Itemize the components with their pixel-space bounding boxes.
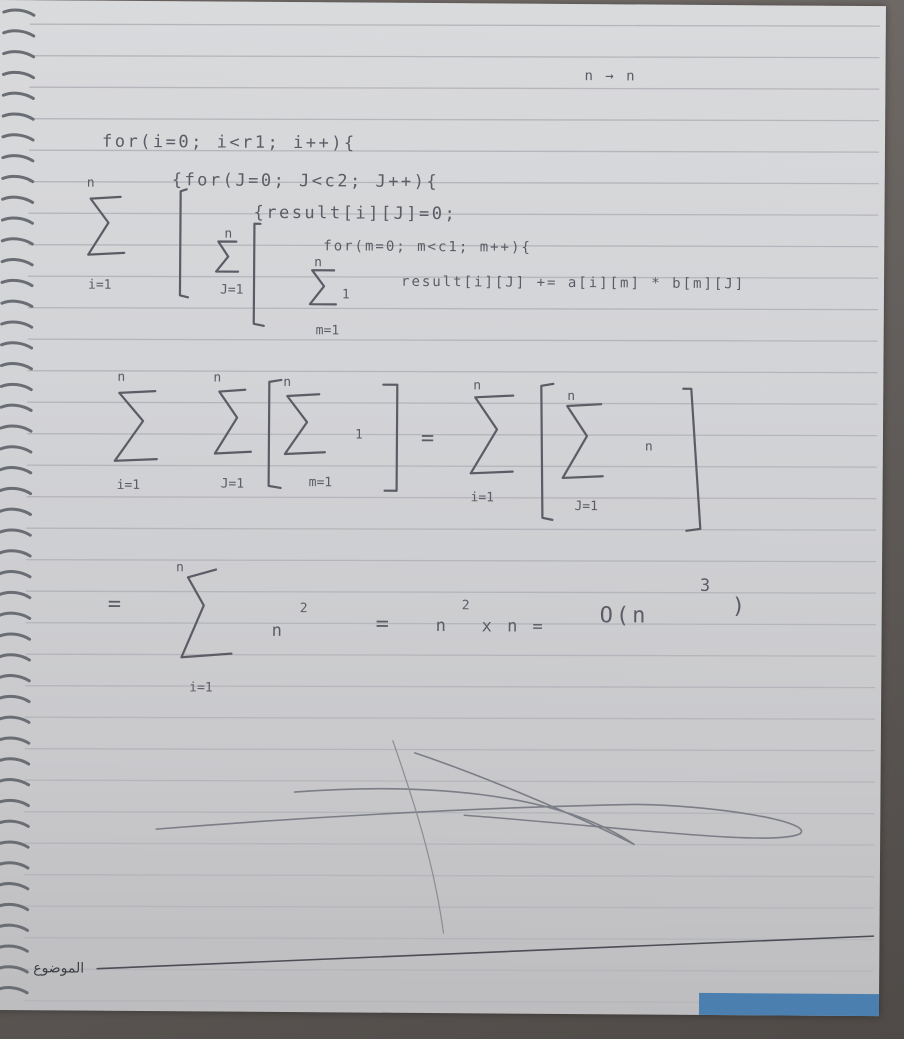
row2-s4-lower: i=1 bbox=[470, 490, 495, 506]
bracket-row2-open bbox=[269, 380, 282, 488]
code-line-3: {result[i][J]=0; bbox=[253, 202, 458, 225]
scribble-line-3 bbox=[391, 741, 444, 933]
bracket-row2-close bbox=[383, 385, 398, 491]
bracket-row2-close-b bbox=[682, 389, 701, 531]
code-line-5: result[i][J] += a[i][m] * b[m][J] bbox=[400, 273, 746, 293]
sigma-outer bbox=[88, 197, 124, 255]
row2-s3-lower: m=1 bbox=[308, 475, 333, 491]
sum-mid-upper: n bbox=[224, 226, 233, 242]
sigma-row2-2 bbox=[215, 390, 251, 454]
scribble-line-1 bbox=[156, 801, 802, 838]
row3-bigO-exp: 3 bbox=[699, 575, 713, 596]
corner-note: n → n bbox=[584, 68, 637, 85]
row2-s2-lower: J=1 bbox=[220, 476, 245, 492]
sum-mid-lower: J=1 bbox=[219, 282, 244, 298]
footer-underline bbox=[97, 931, 873, 974]
row3-term: n bbox=[271, 620, 285, 642]
sum-outer-lower: i=1 bbox=[87, 277, 112, 293]
row2-s1-lower: i=1 bbox=[116, 477, 141, 493]
row3-result-rest: x n = bbox=[481, 616, 546, 637]
code-line-2: {for(J=0; J<c2; J++){ bbox=[171, 170, 440, 193]
bracket-mid bbox=[254, 224, 265, 326]
sigma-row2-1 bbox=[115, 391, 157, 461]
bracket-outer bbox=[180, 189, 189, 297]
scribble-line-2 bbox=[294, 752, 635, 844]
sigma-mid bbox=[216, 242, 238, 272]
sigma-row2-4 bbox=[471, 395, 514, 473]
sigma-row3 bbox=[181, 569, 232, 657]
row2-s4-upper: n bbox=[473, 378, 482, 394]
code-line-1: for(i=0; i<r1; i++){ bbox=[101, 131, 357, 154]
sum-inner-term: 1 bbox=[341, 287, 350, 303]
row2-s3-upper: n bbox=[283, 374, 292, 391]
row3-eq: = bbox=[107, 591, 125, 617]
row3-bigO-close: ) bbox=[731, 594, 749, 620]
footer-subject-label: الموضوع bbox=[33, 960, 85, 977]
sum-inner-upper: n bbox=[314, 255, 323, 271]
row3-bigO: O(n bbox=[599, 603, 649, 629]
sigma-row2-5 bbox=[563, 404, 604, 478]
sum-inner-lower: m=1 bbox=[315, 323, 340, 339]
row3-term-exp: 2 bbox=[299, 601, 308, 617]
row3-eq2: = bbox=[375, 611, 392, 637]
sum-outer-upper: n bbox=[86, 175, 95, 191]
row3-s-lower: i=1 bbox=[189, 680, 213, 696]
row3-result-exp: 2 bbox=[461, 598, 470, 614]
sigma-row2-3 bbox=[285, 394, 325, 454]
row2-eq: = bbox=[420, 425, 438, 452]
row2-s3-term: 1 bbox=[354, 427, 363, 443]
row2-s5-term: n bbox=[644, 439, 653, 455]
bracket-row2-open-b bbox=[540, 384, 553, 520]
blue-cover-corner bbox=[699, 993, 879, 1016]
row2-s5-lower: J=1 bbox=[574, 499, 599, 515]
row3-s-upper: n bbox=[175, 560, 184, 576]
sigma-inner bbox=[310, 270, 336, 304]
row2-s5-upper: n bbox=[567, 388, 576, 405]
row2-s1-upper: n bbox=[117, 369, 126, 385]
code-line-4: for(m=0; m<c1; m++){ bbox=[323, 238, 532, 256]
row3-result: n bbox=[435, 616, 449, 637]
row2-s2-upper: n bbox=[213, 370, 222, 386]
